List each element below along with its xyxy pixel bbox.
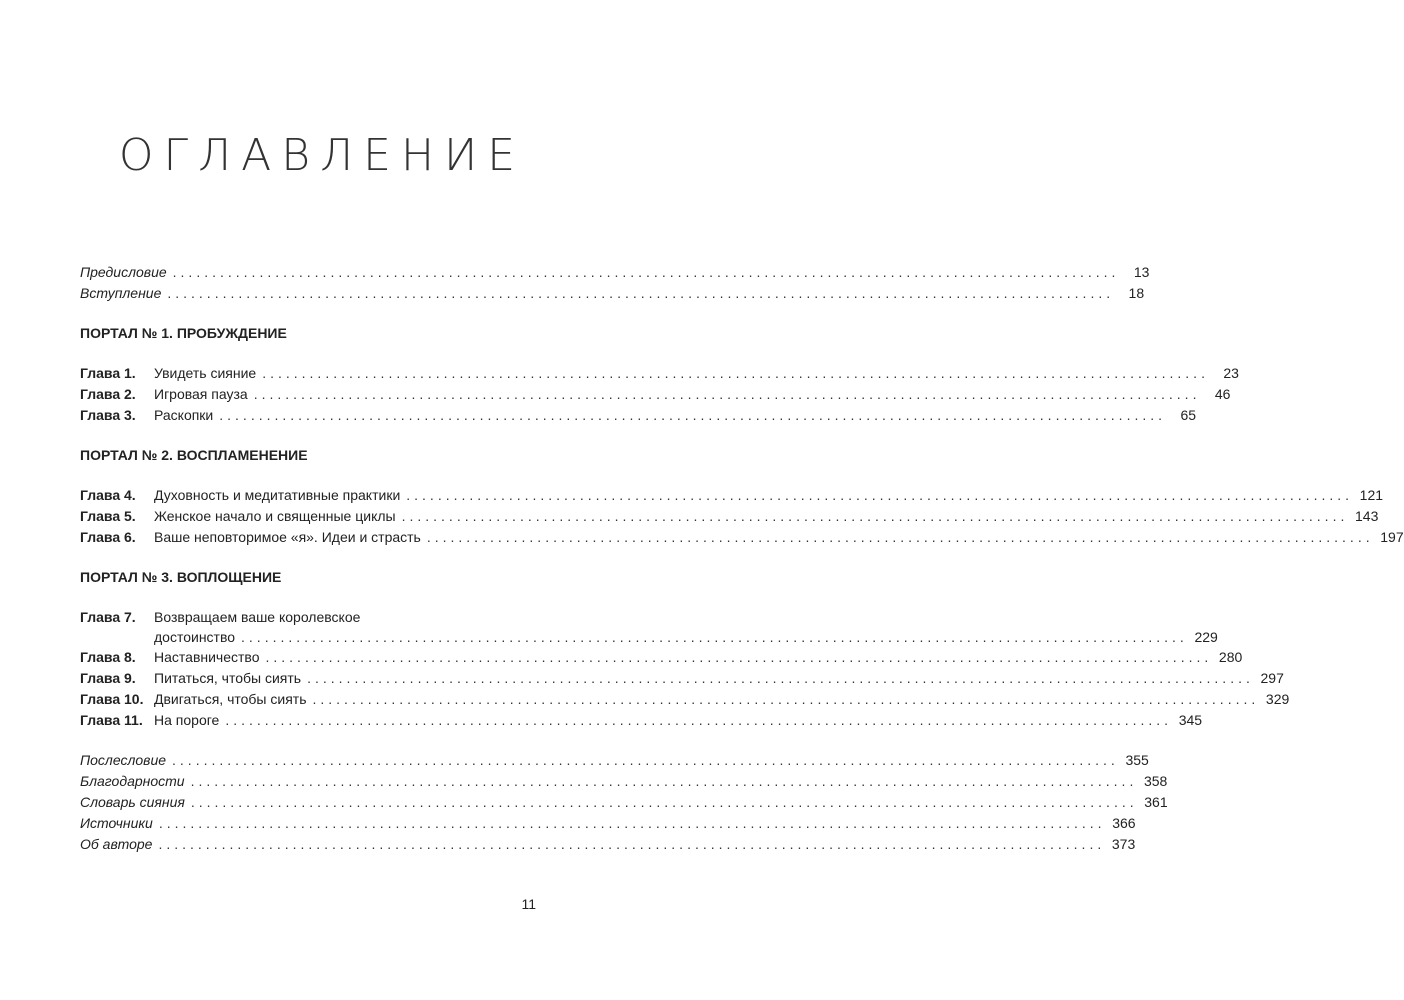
page-number: 229 [1194,629,1218,645]
chapter-label: Глава 4. [80,487,136,503]
leader-dots: ........................................................................................................................ [307,670,1254,686]
chapter-label: Глава 11. [80,712,143,728]
toc-entry-chapter [80,384,1231,405]
entry-title: Игровая пауза [154,386,248,402]
entry-title: Двигаться, чтобы сиять [154,691,307,707]
page-number: 18 [1128,285,1145,301]
leader-dots: ........................................................................................................................ [158,836,1106,852]
entry-title: На пороге [154,712,220,728]
leader-dots: ........................................................................................................................ [406,487,1354,503]
table-of-contents [80,262,1404,855]
leader-dots: ........................................................................................................................ [241,629,1188,645]
toc-entry-chapter [80,710,1203,731]
leader-dots: ........................................................................................................................ [253,386,1201,402]
entry-title: Питаться, чтобы сиять [154,670,302,686]
leader-dots: ........................................................................................................................ [172,752,1119,768]
page-number: 355 [1125,752,1149,768]
chapter-label: Глава 2. [80,386,136,402]
leader-dots: ........................................................................................................................ [167,285,1115,301]
entry-title: Об авторе [80,836,153,852]
chapter-label: Глава 3. [80,407,136,423]
toc-entry-chapter [80,647,1243,668]
page-number: 361 [1144,794,1168,810]
page-number: 280 [1218,649,1243,665]
leader-dots: ........................................................................................................................ [225,712,1173,728]
toc-entry-chapter [80,485,1384,506]
leader-dots: ........................................................................................................................ [190,773,1138,789]
entry-title: Предисловие [80,264,167,280]
leader-dots: ........................................................................................................................ [190,794,1138,810]
toc-entry-introduction [80,283,1145,304]
page-folio: 11 [521,896,536,912]
page-number: 358 [1143,773,1168,789]
leader-dots: ........................................................................................................................ [172,264,1120,280]
page-number: 345 [1178,712,1203,728]
leader-dots: ........................................................................................................................ [426,529,1374,545]
toc-entry-about-author [80,834,1136,855]
leader-dots: ........................................................................................................................ [158,815,1106,831]
leader-dots: ........................................................................................................................ [265,649,1213,665]
toc-entry-chapter [80,689,1290,710]
page-number: 197 [1380,529,1404,545]
toc-entry-chapter [80,668,1284,689]
toc-entry-afterword [80,750,1149,771]
toc-entry-chapter [80,363,1239,384]
entry-title: Возвращаем ваше королевское [154,609,361,625]
entry-title: Ваше неповторимое «я». Идеи и страсть [154,529,421,545]
chapter-label: Глава 5. [80,508,136,524]
page-number: 13 [1133,264,1150,280]
toc-entry-chapter [80,405,1197,426]
toc-entry-chapter [80,607,1218,647]
entry-title: Вступление [80,285,162,301]
entry-title: Духовность и медитативные практики [154,487,401,503]
leader-dots: ........................................................................................................................ [312,691,1260,707]
chapter-label: Глава 10. [80,691,144,707]
leader-dots: ........................................................................................................................ [401,508,1349,524]
leader-dots: ........................................................................................................................ [219,407,1167,423]
entry-title: Увидеть сияние [154,365,257,381]
toc-entry-chapter [80,506,1379,527]
page-number: 329 [1265,691,1290,707]
entry-title: Источники [80,815,153,831]
page-number: 121 [1359,487,1384,503]
leader-dots: ........................................................................................................................ [262,365,1209,381]
entry-title: Раскопки [154,407,214,423]
page-title: ОГЛАВЛЕНИЕ [118,130,526,181]
portal-heading: ПОРТАЛ № 3. ВОПЛОЩЕНИЕ [80,569,282,585]
page-number: 366 [1112,815,1136,831]
toc-entry-acknowledgements [80,771,1168,792]
entry-title-continued: достоинство [154,629,236,645]
entry-title: Благодарности [80,773,185,789]
toc-entry-preface [80,262,1150,283]
entry-title: Словарь сияния [80,794,185,810]
toc-entry-glossary [80,792,1168,813]
portal-heading: ПОРТАЛ № 1. ПРОБУЖДЕНИЕ [80,325,287,341]
toc-entry-chapter [80,527,1404,548]
chapter-label: Глава 8. [80,649,136,665]
page-number: 46 [1214,386,1231,402]
page-number: 373 [1111,836,1136,852]
chapter-label: Глава 9. [80,670,136,686]
chapter-label: Глава 7. [80,609,136,625]
page-number: 143 [1355,508,1379,524]
page-number: 23 [1223,365,1239,381]
entry-title: Послесловие [80,752,167,768]
toc-entry-sources [80,813,1136,834]
portal-heading: ПОРТАЛ № 2. ВОСПЛАМЕНЕНИЕ [80,447,308,463]
page-number: 297 [1260,670,1284,686]
entry-title: Женское начало и священные циклы [154,508,396,524]
chapter-label: Глава 1. [80,365,136,381]
chapter-label: Глава 6. [80,529,136,545]
page-number: 65 [1180,407,1197,423]
entry-title: Наставничество [154,649,260,665]
